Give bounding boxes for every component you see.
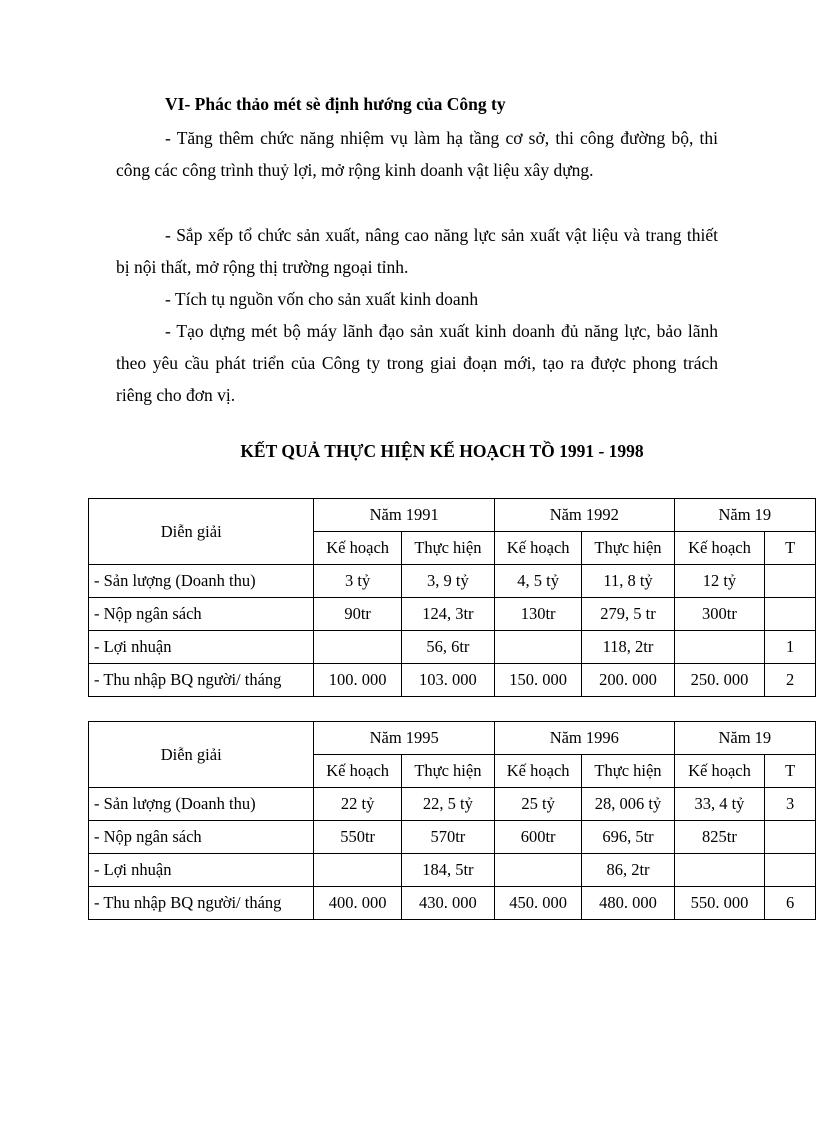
paragraph-3: - Tích tụ nguồn vốn cho sản xuất kinh doanh bbox=[165, 289, 479, 309]
table-cell: 250. 000 bbox=[674, 664, 765, 697]
year-header: Năm 19 bbox=[674, 722, 815, 755]
subheader-cell: Kế hoạch bbox=[674, 755, 765, 788]
desc-header: Diễn giải bbox=[89, 722, 314, 788]
table-cell: 12 tỷ bbox=[674, 565, 765, 598]
subheader-cell: Thực hiện bbox=[582, 532, 674, 565]
row-label: - Thu nhập BQ người/ tháng bbox=[89, 664, 314, 697]
table-row bbox=[89, 565, 816, 598]
table-row bbox=[89, 664, 816, 697]
row-label: - Lợi nhuận bbox=[89, 854, 314, 887]
table-cell: 3 bbox=[765, 788, 816, 821]
subheader-cell: T bbox=[765, 755, 816, 788]
table-cell: 130tr bbox=[494, 598, 581, 631]
subheader-cell: Kế hoạch bbox=[314, 755, 401, 788]
year-header: Năm 1992 bbox=[494, 499, 674, 532]
subheader-cell: Kế hoạch bbox=[494, 532, 581, 565]
table-cell bbox=[314, 631, 401, 664]
table-cell bbox=[494, 854, 581, 887]
table-row bbox=[89, 854, 816, 887]
table-cell: 2 bbox=[765, 664, 816, 697]
table-cell: 33, 4 tỷ bbox=[674, 788, 765, 821]
subheader-cell: Kế hoạch bbox=[314, 532, 401, 565]
table-cell bbox=[674, 854, 765, 887]
table-cell: 184, 5tr bbox=[401, 854, 494, 887]
table-cell: 86, 2tr bbox=[582, 854, 674, 887]
table-cell: 3, 9 tỷ bbox=[401, 565, 494, 598]
subheader-cell: Kế hoạch bbox=[494, 755, 581, 788]
year-header: Năm 19 bbox=[674, 499, 815, 532]
subheader-cell: Thực hiện bbox=[582, 755, 674, 788]
table-cell: 100. 000 bbox=[314, 664, 401, 697]
year-header: Năm 1991 bbox=[314, 499, 495, 532]
table-cell: 22, 5 tỷ bbox=[401, 788, 494, 821]
paragraph-4: - Tạo dựng mét bộ máy lãnh đạo sản xuất kinh doanh đủ năng lực, bảo lãnh theo yêu cầu phát triển của Công ty trong giai đoạn mới, tạo ra được phong trách riêng cho đơn vị. bbox=[116, 321, 718, 405]
table-cell: 570tr bbox=[401, 821, 494, 854]
table-row bbox=[89, 598, 816, 631]
table-cell: 279, 5 tr bbox=[582, 598, 674, 631]
year-header: Năm 1995 bbox=[314, 722, 495, 755]
table-cell: 3 tỷ bbox=[314, 565, 401, 598]
table-cell: 6 bbox=[765, 887, 816, 920]
row-label: - Sản lượng (Doanh thu) bbox=[89, 565, 314, 598]
table-cell: 550. 000 bbox=[674, 887, 765, 920]
table-cell bbox=[314, 854, 401, 887]
table-cell: 1 bbox=[765, 631, 816, 664]
table-row bbox=[89, 887, 816, 920]
table-cell bbox=[494, 631, 581, 664]
table-cell: 11, 8 tỷ bbox=[582, 565, 674, 598]
table-cell: 450. 000 bbox=[494, 887, 581, 920]
results-table-1991 bbox=[88, 498, 816, 697]
table-cell: 300tr bbox=[674, 598, 765, 631]
table-cell: 4, 5 tỷ bbox=[494, 565, 581, 598]
table-cell: 124, 3tr bbox=[401, 598, 494, 631]
row-label: - Sản lượng (Doanh thu) bbox=[89, 788, 314, 821]
table-row bbox=[89, 821, 816, 854]
table-cell: 56, 6tr bbox=[401, 631, 494, 664]
subheader-cell: Thực hiện bbox=[401, 755, 494, 788]
table-cell: 150. 000 bbox=[494, 664, 581, 697]
table-cell: 696, 5tr bbox=[582, 821, 674, 854]
table-cell: 825tr bbox=[674, 821, 765, 854]
table-cell: 550tr bbox=[314, 821, 401, 854]
table-cell: 200. 000 bbox=[582, 664, 674, 697]
table-cell: 118, 2tr bbox=[582, 631, 674, 664]
paragraph-1: - Tăng thêm chức năng nhiệm vụ làm hạ tầng cơ sở, thi công đường bộ, thi công các công trình thuỷ lợi, mở rộng kinh doanh vật liệu xây dựng. bbox=[116, 128, 718, 180]
table-cell bbox=[765, 598, 816, 631]
row-label: - Lợi nhuận bbox=[89, 631, 314, 664]
table-header-row bbox=[89, 499, 816, 532]
table-header-row bbox=[89, 722, 816, 755]
table-row bbox=[89, 788, 816, 821]
subheader-cell: T bbox=[765, 532, 816, 565]
table-cell bbox=[674, 631, 765, 664]
table-cell: 430. 000 bbox=[401, 887, 494, 920]
table-cell: 25 tỷ bbox=[494, 788, 581, 821]
year-header: Năm 1996 bbox=[494, 722, 674, 755]
table-cell: 22 tỷ bbox=[314, 788, 401, 821]
desc-header: Diễn giải bbox=[89, 499, 314, 565]
table-cell bbox=[765, 565, 816, 598]
table-cell: 400. 000 bbox=[314, 887, 401, 920]
subheader-cell: Kế hoạch bbox=[674, 532, 765, 565]
table-cell: 600tr bbox=[494, 821, 581, 854]
table-cell: 103. 000 bbox=[401, 664, 494, 697]
subheader-cell: Thực hiện bbox=[401, 532, 494, 565]
results-table-1995 bbox=[88, 721, 816, 920]
row-label: - Nộp ngân sách bbox=[89, 821, 314, 854]
table-cell bbox=[765, 821, 816, 854]
section-heading: VI- Phác thảo mét sè định hướng của Công ty bbox=[165, 94, 506, 114]
row-label: - Thu nhập BQ người/ tháng bbox=[89, 887, 314, 920]
table-title: KẾT QUẢ THỰC HIỆN KẾ HOẠCH TỒ 1991 - 1998 bbox=[240, 441, 644, 461]
table-cell: 90tr bbox=[314, 598, 401, 631]
table-cell bbox=[765, 854, 816, 887]
table-cell: 480. 000 bbox=[582, 887, 674, 920]
paragraph-2: - Sắp xếp tổ chức sản xuất, nâng cao năng lực sản xuất vật liệu và trang thiết bị nội thất, mở rộng thị trường ngoại tỉnh. bbox=[116, 225, 718, 277]
table-cell: 28, 006 tỷ bbox=[582, 788, 674, 821]
row-label: - Nộp ngân sách bbox=[89, 598, 314, 631]
table-row bbox=[89, 631, 816, 664]
